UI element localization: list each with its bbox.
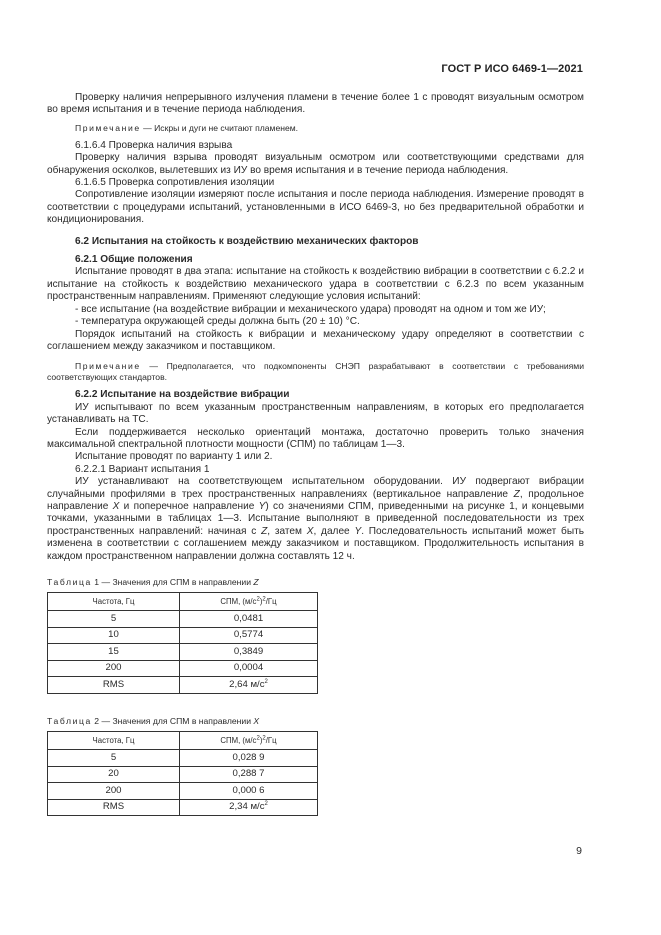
paragraph-orientations: Если поддерживается несколько ориентаций монтажа, достаточно проверить только значения максимальной спектральной плотности мощности (СПМ) по таблицам 1—3.: [47, 426, 584, 450]
caption-label: Таблица: [47, 715, 92, 726]
cell-rms-value: [180, 799, 318, 816]
note-subcomponents: [47, 361, 584, 383]
psd-unit-sup: 2: [256, 735, 260, 742]
table1-psd-z: [47, 592, 318, 694]
text-run: . Последовательность испытаний может быть изменена в соответствии с соглашением между заказчиком и поставщиком. Продолжительность испытания в каждом пространственном направлении должна составлять 12 ч.: [47, 525, 584, 562]
text-run: , далее: [313, 525, 355, 537]
paragraph-installation: [47, 476, 584, 563]
rms-value: 2,34 м/с: [229, 801, 265, 813]
psd-unit-part: ): [259, 596, 263, 606]
axis-z: Z: [513, 488, 520, 500]
psd-unit-part: /Гц: [265, 735, 277, 745]
cell-psd: 0,0004: [180, 660, 318, 677]
caption-axis: X: [253, 715, 260, 726]
cell-psd: 0,000 6: [180, 783, 318, 800]
subsection-heading-621: 6.2.1 Общие положения: [75, 254, 193, 266]
table2-psd-x: [47, 731, 318, 816]
column-header-frequency: Частота, Гц: [48, 593, 180, 611]
cell-frequency: 10: [48, 627, 180, 644]
caption-label: Таблица: [47, 577, 92, 587]
cell-frequency: 200: [48, 783, 180, 800]
note-text: — Искры и дуги не считают пламенем.: [140, 122, 299, 133]
page-number: 9: [576, 845, 582, 857]
psd-unit-part: СПМ, (м/с: [220, 596, 257, 606]
column-header-psd: [180, 593, 318, 611]
column-header-frequency: Частота, Гц: [48, 732, 180, 750]
table1-caption: [47, 576, 584, 588]
paragraph-insulation: Сопротивление изоляции измеряют после испытания и после периода наблюдения. Измерение проводят в соответствии с процедурами испытаний, установленными в ИСО 6469-3, но без предварительной обработки и кондиционирования.: [47, 189, 584, 226]
cell-psd: 0,3849: [180, 644, 318, 661]
cell-frequency: 200: [48, 660, 180, 677]
psd-unit-part: СПМ, (м/с: [220, 735, 257, 745]
text-run: и поперечное направление: [119, 500, 259, 512]
table-header-row: [48, 732, 318, 750]
note-label: Примечание: [75, 122, 141, 133]
text-run: , продольное направление: [47, 488, 585, 512]
note-sparks: [47, 123, 584, 134]
psd-unit-sup: 2: [262, 735, 266, 742]
note-label: Примечание: [75, 361, 141, 372]
psd-unit-sup: 2: [256, 596, 260, 603]
note-text: — Предполагается, что подкомпоненты СНЭП разрабатывают в соответствии с требованиями соответствующих стандартов.: [47, 361, 584, 383]
table-row: [48, 627, 318, 644]
axis-y: Y: [258, 500, 266, 512]
axis-x: X: [112, 500, 120, 512]
table-row: [48, 644, 318, 661]
cell-frequency: 5: [48, 611, 180, 628]
axis-y: Y: [354, 525, 362, 537]
psd-unit-sup: 2: [262, 596, 266, 603]
psd-unit-part: /Гц: [265, 596, 277, 606]
paragraph-explosion-check: Проверку наличия взрыва проводят визуальным осмотром или соответствующими средствами для обнаружения осколков, вылетевших из ИУ во время испытания и в течение периода наблюдения.: [47, 152, 584, 176]
caption-text: 2 — Значения для СПМ в направлении: [91, 715, 254, 726]
table-row: [48, 750, 318, 767]
rms-value: 2,64 м/с: [229, 678, 265, 690]
table-row: [48, 660, 318, 677]
table2-caption: [47, 715, 584, 727]
cell-rms-label: RMS: [48, 677, 180, 694]
table-row-rms: [48, 677, 318, 694]
table-row: [48, 783, 318, 800]
cell-psd: 0,288 7: [180, 766, 318, 783]
table-header-row: [48, 593, 318, 611]
table-row: [48, 766, 318, 783]
cell-frequency: 20: [48, 766, 180, 783]
paragraph-flame-check: Проверку наличия непрерывного излучения пламени в течение более 1 с проводят визуальным осмотром во время испытания и в течение периода наблюдения.: [47, 92, 584, 116]
cell-frequency: 15: [48, 644, 180, 661]
table-row: [48, 611, 318, 628]
paragraph-directions: ИУ испытывают по всем указанным пространственным направлениям, в которых его предполагается устанавливать на ТС.: [47, 401, 584, 426]
caption-text: 1 — Значения для СПМ в направлении: [91, 577, 254, 587]
cell-rms-value: [180, 677, 318, 694]
list-item-temperature: - температура окружающей среды должна быть (20 ± 10) °С.: [75, 316, 360, 328]
document-code-header: ГОСТ Р ИСО 6469-1—2021: [441, 63, 583, 75]
subsection-heading-622: 6.2.2 Испытание на воздействие вибрации: [75, 389, 290, 401]
cell-frequency: 5: [48, 750, 180, 767]
rms-sup: 2: [264, 678, 268, 685]
paragraph-two-stages: Испытание проводят в два этапа: испытание на стойкость к воздействию вибрации в соответствии с 6.2.2 и испытание на стойкость к воздействию механического удара в соответствии с 6.2.3 по всем указанным пространственным направлениям. Применяют следующие условия испытаний:: [47, 266, 584, 303]
paragraph-variant: Испытание проводят по варианту 1 или 2.: [75, 451, 273, 463]
text-run: ) со значениями СПМ, приведенными на рисунке 1, и концевыми точками, указанными в таблицах 1—3. Испытание выполняют в приведенной последовательности из трех пространственных направлений: начиная с: [47, 500, 584, 537]
rms-sup: 2: [264, 801, 268, 808]
table-row-rms: [48, 799, 318, 816]
text-run: , затем: [267, 525, 307, 537]
paragraph-test-order: Порядок испытаний на стойкость к вибрации и механическому удару определяют в соответствии с соглашением между заказчиком и поставщиком.: [47, 328, 584, 352]
axis-z: Z: [261, 525, 268, 537]
cell-psd: 0,0481: [180, 611, 318, 628]
heading-6165: 6.1.6.5 Проверка сопротивления изоляции: [75, 177, 275, 189]
heading-6164: 6.1.6.4 Проверка наличия взрыва: [75, 139, 233, 151]
cell-psd: 0,5774: [180, 627, 318, 644]
list-item-same-unit: - все испытание (на воздействие вибрации и механического удара) проводят на одном и том же ИУ;: [75, 303, 546, 315]
heading-6221: 6.2.2.1 Вариант испытания 1: [75, 463, 210, 475]
text-run: ИУ устанавливают на соответствующем испытательном оборудовании. ИУ подвергают вибрации случайными профилями в трех пространственных направлениях (вертикальное направление: [47, 476, 584, 500]
cell-rms-label: RMS: [48, 799, 180, 816]
cell-psd: 0,028 9: [180, 750, 318, 767]
page-body: [47, 92, 584, 816]
column-header-psd: [180, 732, 318, 750]
caption-axis: Z: [253, 577, 259, 587]
psd-unit-part: ): [259, 735, 263, 745]
axis-x: X: [306, 525, 314, 537]
section-heading-62: 6.2 Испытания на стойкость к воздействию механических факторов: [75, 235, 419, 247]
